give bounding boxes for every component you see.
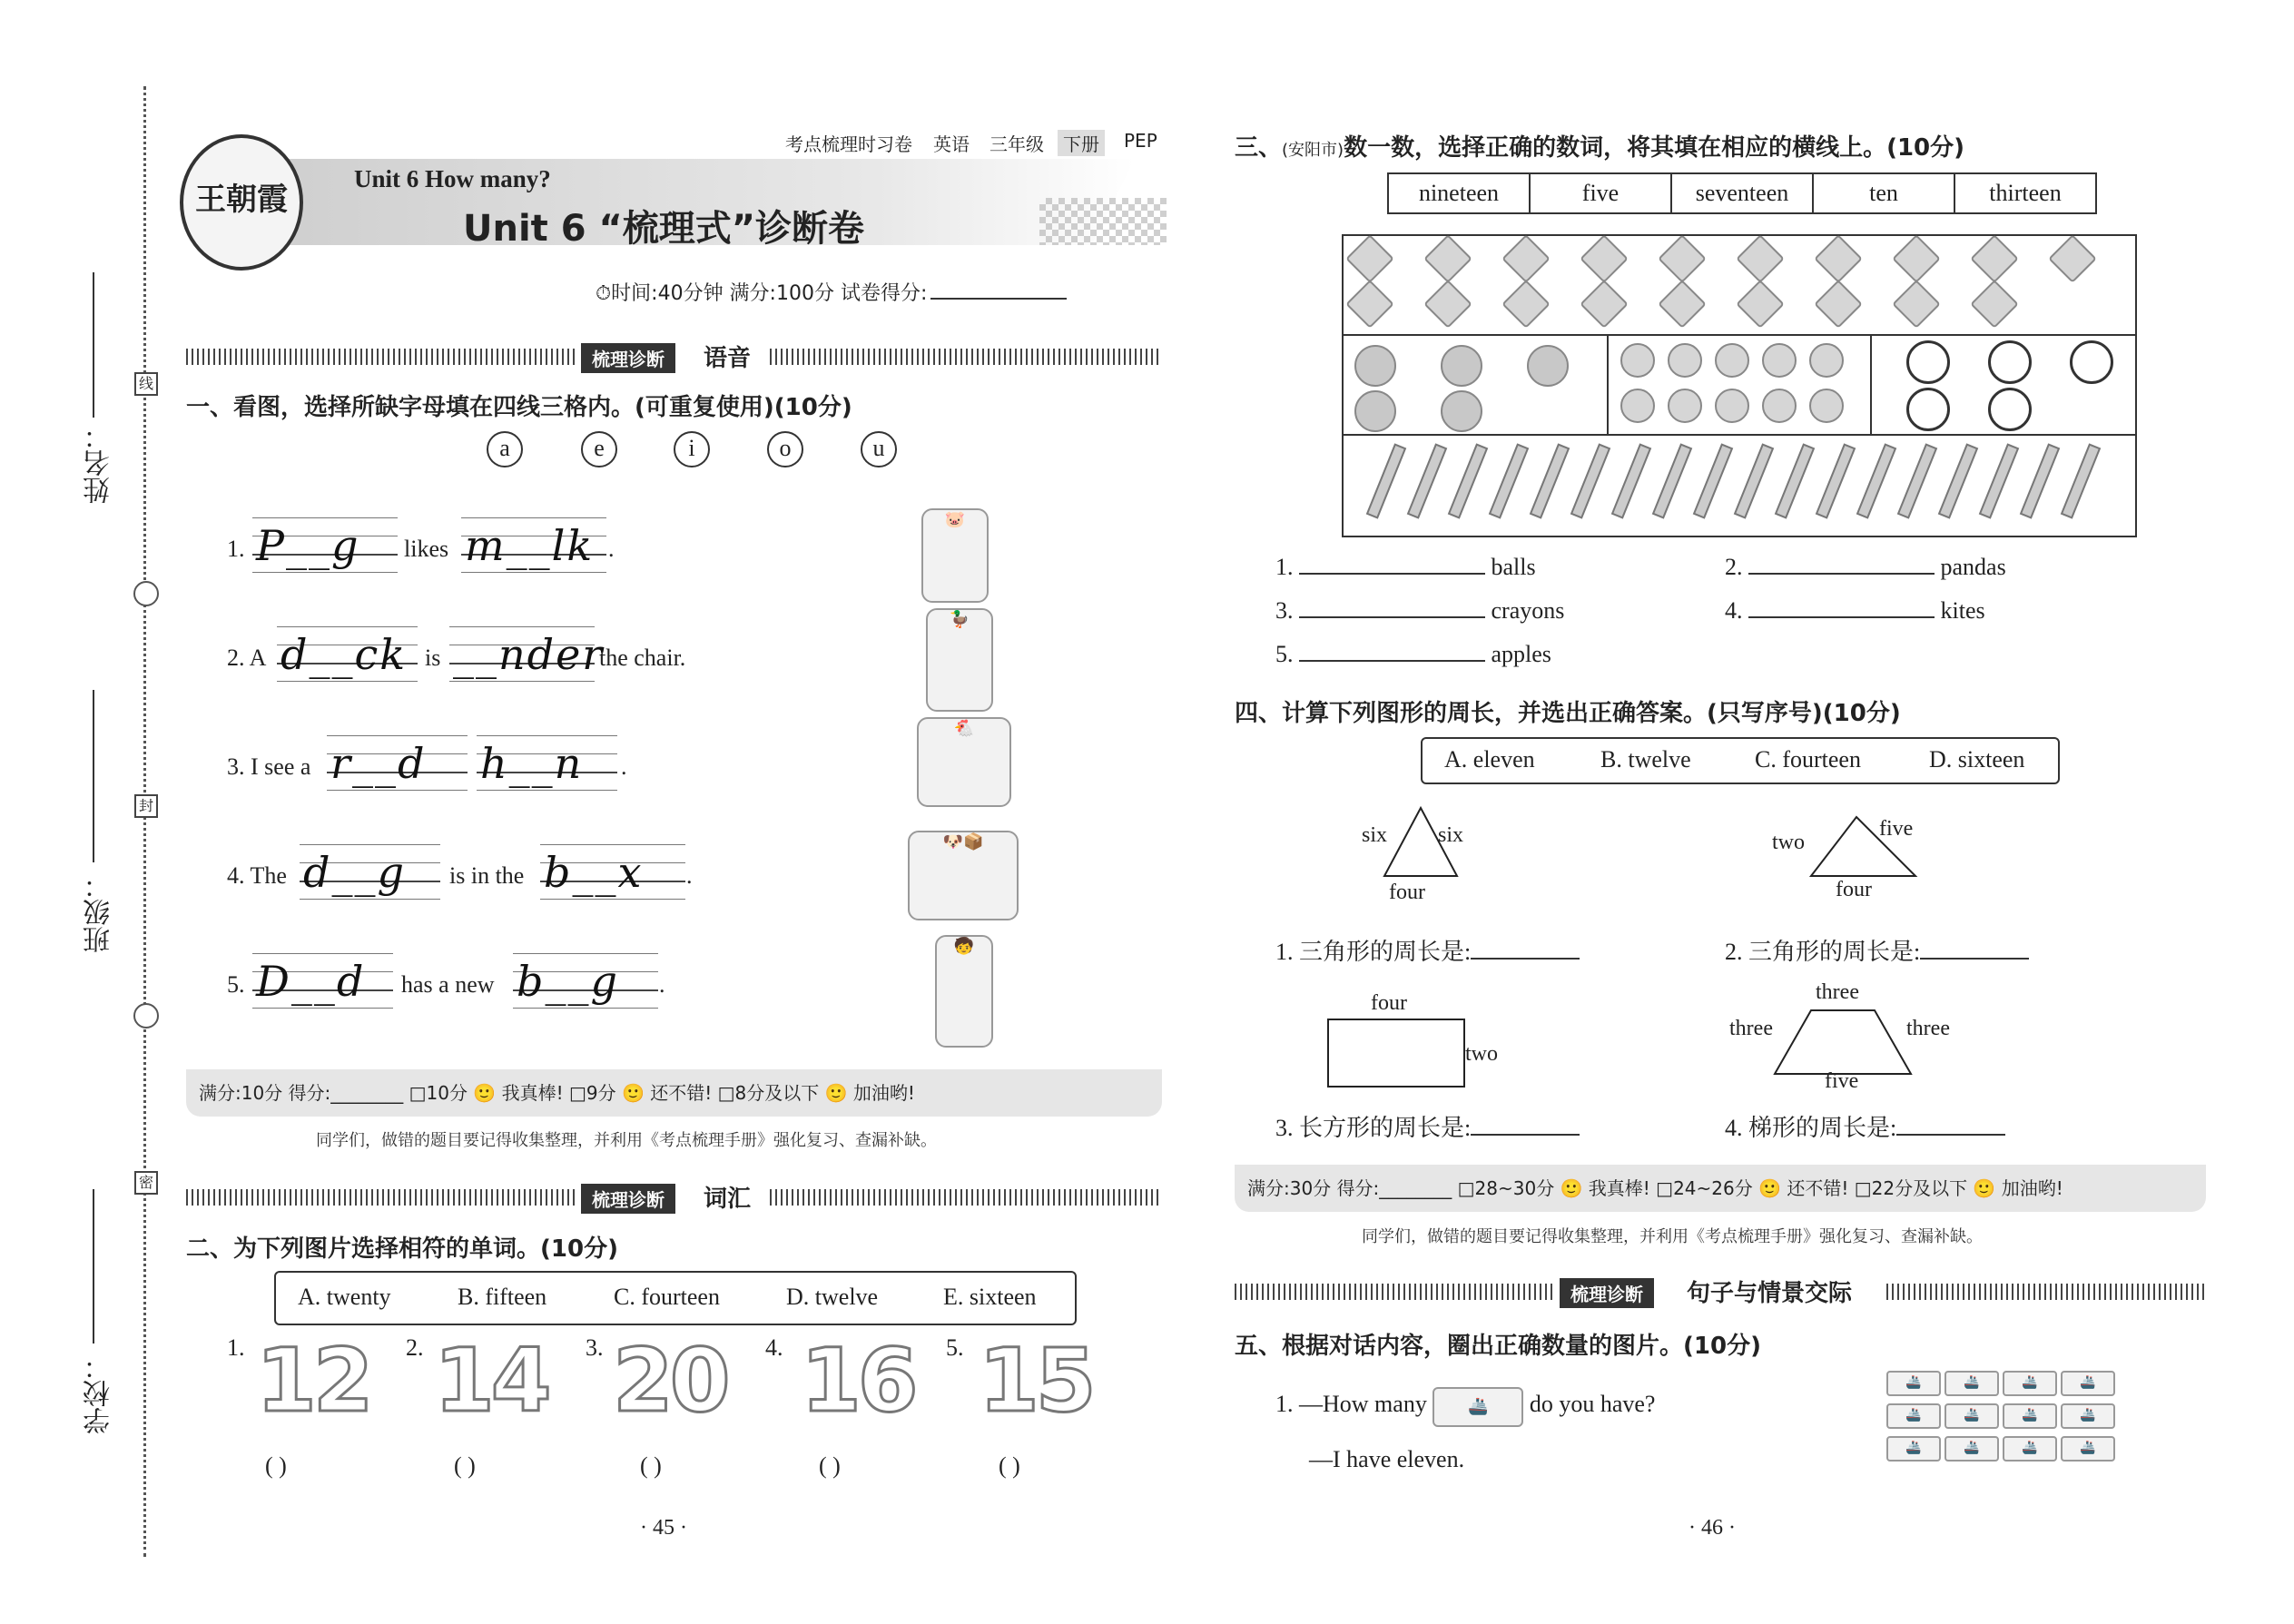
handwriting-answer: b__g <box>517 957 619 1006</box>
q1-review-note: 同学们，做错的题目要记得收集整理，并利用《考点梳理手册》强化复习、查漏补缺。 <box>316 1131 937 1150</box>
counting-picture-grid <box>1342 234 2137 537</box>
answer-paren[interactable]: ( ) <box>999 1452 1020 1479</box>
q3-line-word: kites <box>1940 597 1985 624</box>
rectangle-shape <box>1327 1019 1465 1088</box>
q4-review-note: 同学们，做错的题目要记得收集整理，并利用《考点梳理手册》强化复习、查漏补缺。 <box>1362 1227 1983 1246</box>
handwriting-answer: d__g <box>303 848 406 897</box>
q2-option: D. twelve <box>786 1284 879 1310</box>
kite-icon <box>1892 234 1941 283</box>
ball-icon <box>1715 389 1749 423</box>
q2-item-num: 1. <box>227 1334 245 1361</box>
four-line-grid[interactable] <box>327 735 468 790</box>
q3-word: seventeen <box>1671 173 1813 213</box>
panda-icon <box>1988 340 2032 384</box>
section-divider <box>770 349 1162 365</box>
shape-label: five <box>1879 817 1914 841</box>
q1-item-end: . <box>621 753 627 780</box>
q1-item-end: the chair. <box>599 645 686 671</box>
letter-option: a <box>487 431 523 468</box>
q4-option: A. eleven <box>1444 746 1535 773</box>
four-line-grid[interactable] <box>300 844 440 899</box>
crayon-icon <box>1652 443 1692 518</box>
kite-icon <box>1892 280 1941 329</box>
q4-answer-blank[interactable] <box>1471 958 1580 960</box>
q3-answer-blank[interactable] <box>1299 573 1485 575</box>
boat-icon: 🚢 <box>2061 1371 2115 1396</box>
q1-item-num: 5. <box>227 971 245 998</box>
q3-word: five <box>1530 173 1671 213</box>
grid-divider <box>1344 434 2135 436</box>
q1-item-mid: likes <box>404 536 449 562</box>
shape-label: five <box>1825 1069 1859 1093</box>
q4-question-2 <box>1725 933 2029 967</box>
handwriting-answer: h__n <box>480 739 584 788</box>
crayon-icon <box>1938 443 1978 518</box>
ball-icon <box>1809 389 1844 423</box>
q3-line <box>1275 641 1551 668</box>
letter-option: u <box>861 431 897 468</box>
kite-icon <box>1423 280 1472 329</box>
crayon-icon <box>1611 443 1651 518</box>
shape-label: two <box>1772 831 1805 854</box>
q1-title: 一、看图，选择所缺字母填在四线三格内。(可重复使用)(10分) <box>186 394 852 421</box>
kite-icon <box>1814 234 1863 283</box>
four-line-grid[interactable] <box>449 626 605 681</box>
boat-icon: 🚢 <box>1944 1371 1999 1396</box>
q4-question-text: 3. 长方形的周长是: <box>1275 1115 1472 1141</box>
q2-item-num: 3. <box>586 1334 604 1361</box>
q1-item-num: 3. I see a <box>227 753 311 780</box>
binding-dotted-line <box>143 86 146 1557</box>
kite-icon <box>1501 234 1551 283</box>
q2-option: A. twenty <box>298 1284 391 1310</box>
kite-icon <box>1658 234 1707 283</box>
ball-icon <box>1668 343 1702 378</box>
handwriting-answer: __nder <box>453 630 605 679</box>
grid-divider <box>1870 334 1872 434</box>
boat-icon: 🚢 <box>2061 1403 2115 1429</box>
q3-title-rest: 数一数，选择正确的数词，将其填在相应的横线上。(10分) <box>1344 134 1965 162</box>
q3-line-word: balls <box>1491 554 1536 580</box>
boat-icon: 🚢 <box>1886 1371 1941 1396</box>
q3-line-num: 5. <box>1275 641 1294 667</box>
crayon-icon <box>1693 443 1733 518</box>
boat-icon: 🚢 <box>2003 1371 2057 1396</box>
crayon-icon <box>1407 443 1447 518</box>
crayon-icon <box>1979 443 2019 518</box>
grade-label: 三年级 <box>989 133 1044 155</box>
q2-option: E. sixteen <box>943 1284 1037 1310</box>
q5-title: 五、根据对话内容，圈出正确数量的图片。(10分) <box>1235 1333 1761 1360</box>
crayon-icon <box>1489 443 1529 518</box>
ball-icon <box>1620 343 1655 378</box>
banner-checker-pattern <box>1039 198 1167 245</box>
apple-icon <box>1527 345 1569 387</box>
number-picture: 12 <box>256 1330 370 1432</box>
handwriting-answer: d__ck <box>281 630 408 679</box>
answer-paren[interactable]: ( ) <box>819 1452 841 1479</box>
school-label: 学校： <box>84 1353 115 1434</box>
subject-label: 英语 <box>933 133 970 155</box>
boat-icon: 🚢 <box>1944 1403 1999 1429</box>
handwriting-answer: b__x <box>544 848 644 897</box>
kite-icon <box>1736 234 1785 283</box>
q3-word-table <box>1387 172 2097 214</box>
q4-question-1 <box>1275 933 1580 967</box>
q2-item-num: 4. <box>765 1334 783 1361</box>
q3-title <box>1235 129 1964 162</box>
q3-word: thirteen <box>1954 173 2096 213</box>
trapezoid-shape <box>1770 1006 1915 1078</box>
q4-options-box <box>1421 737 2060 784</box>
q3-line-num: 2. <box>1725 554 1743 580</box>
q3-word: nineteen <box>1388 173 1530 213</box>
q3-line <box>1275 554 1536 581</box>
pig-picture: 🐷 <box>921 508 989 603</box>
answer-paren[interactable]: ( ) <box>265 1452 287 1479</box>
kite-icon <box>1814 280 1863 329</box>
duck-under-chair-picture: 🦆 <box>926 608 993 712</box>
unit-title: Unit 6 “梳理式”诊断卷 <box>463 208 865 250</box>
shape-label: four <box>1371 991 1407 1015</box>
crayon-icon <box>1816 443 1856 518</box>
ball-icon <box>1809 343 1844 378</box>
brand-logo <box>180 134 303 271</box>
shape-label: four <box>1389 881 1425 904</box>
school-field[interactable] <box>93 1189 94 1343</box>
boat-icon: 🚢 <box>1944 1436 1999 1462</box>
q4-answer-blank[interactable] <box>1471 1134 1580 1136</box>
q2-option: C. fourteen <box>614 1284 720 1310</box>
q2-item-num: 5. <box>946 1334 964 1361</box>
time-score-info <box>596 278 1067 306</box>
boy-with-bag-picture: 🧒 <box>935 935 993 1048</box>
ball-icon <box>1668 389 1702 423</box>
q1-item-end: . <box>659 971 665 998</box>
boat-icon: 🚢 <box>2061 1436 2115 1462</box>
q3-title-prefix: 三、 <box>1235 134 1283 162</box>
unit-subtitle: Unit 6 How many? <box>354 165 551 192</box>
four-line-grid[interactable] <box>277 626 418 681</box>
kite-icon <box>1345 280 1394 329</box>
seal-mark-secret: 密 <box>134 1171 158 1195</box>
q5-question-line <box>1275 1387 1655 1427</box>
handwriting-answer: m__lk <box>465 521 595 570</box>
section-badge: 梳理诊断 <box>1560 1278 1654 1308</box>
q3-line-num: 3. <box>1275 597 1294 624</box>
crayon-icon <box>1856 443 1896 518</box>
boat-icon: 🚢 <box>1886 1436 1941 1462</box>
four-line-grid[interactable] <box>252 953 393 1008</box>
q3-line <box>1275 597 1564 625</box>
section-badge: 梳理诊断 <box>581 1184 675 1214</box>
shape-label: three <box>1729 1017 1773 1040</box>
crayon-icon <box>1570 443 1610 518</box>
boat-icon: 🚢 <box>2003 1403 2057 1429</box>
page-number-left: · 45 · <box>640 1516 687 1540</box>
apple-icon <box>1441 390 1482 432</box>
q3-line <box>1725 597 1985 625</box>
crayon-icon <box>2020 443 2060 518</box>
volume-label: 下册 <box>1058 130 1105 156</box>
ball-icon <box>1762 343 1797 378</box>
q3-answer-blank[interactable] <box>1748 573 1935 575</box>
q2-option: B. fifteen <box>458 1284 547 1310</box>
q2-item-num: 2. <box>406 1334 424 1361</box>
crayon-icon <box>1448 443 1488 518</box>
q3-line-word: crayons <box>1491 597 1565 624</box>
kite-icon <box>1501 280 1551 329</box>
kite-icon <box>1580 280 1629 329</box>
letter-option: i <box>674 431 710 468</box>
kite-icon <box>1970 234 2019 283</box>
q3-line-word: pandas <box>1940 554 2006 580</box>
four-line-grid[interactable] <box>252 517 398 572</box>
panda-icon <box>1906 340 1950 384</box>
apple-icon <box>1441 345 1482 387</box>
shape-label: four <box>1836 878 1872 901</box>
handwriting-answer: r__d <box>330 739 427 788</box>
dog-in-box-picture: 🐶📦 <box>908 831 1019 920</box>
class-label: 班级： <box>84 871 115 953</box>
q4-answer-blank[interactable] <box>1896 1134 2005 1136</box>
letter-option: o <box>767 431 803 468</box>
boat-icon: 🚢 <box>1886 1403 1941 1429</box>
four-line-grid[interactable] <box>477 735 617 790</box>
crayon-icon <box>2061 443 2101 518</box>
crayon-icon <box>1734 443 1774 518</box>
q5-text: do you have? <box>1529 1391 1656 1417</box>
q3-answer-blank[interactable] <box>1748 616 1935 618</box>
total-score-field[interactable] <box>930 298 1067 300</box>
answer-paren[interactable]: ( ) <box>640 1452 662 1479</box>
panda-icon <box>1906 388 1950 431</box>
q4-question-text: 2. 三角形的周长是: <box>1725 939 1921 965</box>
kite-icon <box>1658 280 1707 329</box>
q3-word: ten <box>1813 173 1954 213</box>
crayon-icon <box>1530 443 1570 518</box>
number-picture: 15 <box>979 1330 1093 1432</box>
shape-label: six <box>1438 823 1464 847</box>
q1-item-mid: is in the <box>449 862 525 889</box>
q4-title: 四、计算下列图形的周长，并选出正确答案。(只写序号)(10分) <box>1235 700 1901 727</box>
section-divider <box>186 349 576 365</box>
section-divider <box>1886 1284 2206 1300</box>
seal-mark-line: 线 <box>134 372 158 396</box>
ball-icon <box>1620 389 1655 423</box>
q4-option: C. fourteen <box>1755 746 1861 773</box>
apple-icon <box>1354 390 1396 432</box>
section-badge: 梳理诊断 <box>581 343 675 373</box>
q1-item-num: 2. A <box>227 645 267 671</box>
hen-picture: 🐔 <box>917 717 1011 807</box>
section-title-sentences: 句子与情景交际 <box>1687 1280 1853 1307</box>
kite-icon <box>1423 234 1472 283</box>
q1-item-num: 4. The <box>227 862 287 889</box>
name-label: 姓名： <box>84 422 115 504</box>
crayon-icon <box>1366 443 1406 518</box>
handwriting-answer: D__d <box>256 957 366 1006</box>
shape-label: six <box>1362 823 1388 847</box>
four-line-grid[interactable] <box>461 517 606 572</box>
kite-icon <box>2048 234 2097 283</box>
time-info-text: ⏱时间:40分钟 满分:100分 试卷得分: <box>596 282 928 305</box>
q2-title: 二、为下列图片选择相符的单词。(10分) <box>186 1235 618 1263</box>
q3-line-num: 1. <box>1275 554 1294 580</box>
q4-answer-blank[interactable] <box>1920 958 2029 960</box>
kite-icon <box>1970 280 2019 329</box>
answer-paren[interactable]: ( ) <box>454 1452 476 1479</box>
shape-label: three <box>1906 1017 1950 1040</box>
q1-item-mid: is <box>425 645 441 671</box>
section-divider <box>770 1189 1162 1206</box>
number-picture: 20 <box>613 1330 727 1432</box>
number-picture: 14 <box>434 1330 548 1432</box>
name-field[interactable] <box>93 272 94 418</box>
q5-text: 1. —How many <box>1275 1391 1427 1417</box>
q4-question-text: 4. 梯形的周长是: <box>1725 1115 1897 1141</box>
class-field[interactable] <box>93 690 94 862</box>
four-line-grid[interactable] <box>540 844 685 899</box>
shape-label: two <box>1465 1042 1498 1066</box>
q4-option: D. sixteen <box>1929 746 2025 773</box>
panda-icon <box>1988 388 2032 431</box>
q4-option: B. twelve <box>1600 746 1691 773</box>
q4-question-text: 1. 三角形的周长是: <box>1275 939 1472 965</box>
crayon-icon <box>1775 443 1815 518</box>
q2-options-box <box>274 1271 1077 1325</box>
panda-icon <box>2070 340 2113 384</box>
q4-question-4 <box>1725 1109 2005 1143</box>
q4-score-bar: 满分:30分 得分:________ □28~30分 🙂 我真棒! □24~26分 🙂 还不错! □22分及以下 🙂 加油哟! <box>1235 1165 2206 1212</box>
q4-question-3 <box>1275 1109 1580 1143</box>
kite-icon <box>1736 280 1785 329</box>
section-divider <box>186 1189 576 1206</box>
q3-line-word: apples <box>1491 641 1551 667</box>
ball-icon <box>1762 389 1797 423</box>
crayon-icon <box>1897 443 1937 518</box>
grid-divider <box>1607 334 1609 434</box>
section-title-pronunciation: 语音 <box>704 345 752 372</box>
q1-item-end: . <box>686 862 693 889</box>
section-title-vocabulary: 词汇 <box>704 1186 752 1213</box>
shape-label: three <box>1816 980 1859 1004</box>
q1-item-end: . <box>608 536 615 562</box>
punch-hole <box>133 581 159 606</box>
q3-city: (安阳市) <box>1282 141 1344 160</box>
four-line-grid[interactable] <box>513 953 658 1008</box>
edition-label: PEP <box>1124 130 1157 152</box>
punch-hole <box>133 1003 159 1029</box>
handwriting-answer: P__g <box>256 521 360 570</box>
logo-text: 王朝霞 <box>195 182 288 218</box>
q1-item-mid: has a new <box>401 971 495 998</box>
boat-icon: 🚢 <box>2003 1436 2057 1462</box>
letter-option: e <box>581 431 617 468</box>
apple-icon <box>1354 345 1396 387</box>
q1-item-num: 1. <box>227 536 245 562</box>
series-label: 考点梳理时习卷 <box>785 133 912 155</box>
number-picture: 16 <box>801 1330 915 1432</box>
ball-icon <box>1715 343 1749 378</box>
q3-answer-blank[interactable] <box>1299 660 1485 662</box>
kite-icon <box>1345 234 1394 283</box>
q3-answer-blank[interactable] <box>1299 616 1485 618</box>
page-number-right: · 46 · <box>1689 1516 1736 1540</box>
q3-line <box>1725 554 2006 581</box>
seal-mark-seal: 封 <box>134 794 158 818</box>
grid-divider <box>1344 334 2135 336</box>
q1-score-bar: 满分:10分 得分:________ □10分 🙂 我真棒! □9分 🙂 还不错! □8分及以下 🙂 加油哟! <box>186 1069 1162 1117</box>
q5-answer-line: —I have eleven. <box>1309 1446 1465 1472</box>
kite-icon <box>1580 234 1629 283</box>
section-divider <box>1235 1284 1554 1300</box>
boat-icon: 🚢 <box>1433 1387 1523 1427</box>
q3-line-num: 4. <box>1725 597 1743 624</box>
